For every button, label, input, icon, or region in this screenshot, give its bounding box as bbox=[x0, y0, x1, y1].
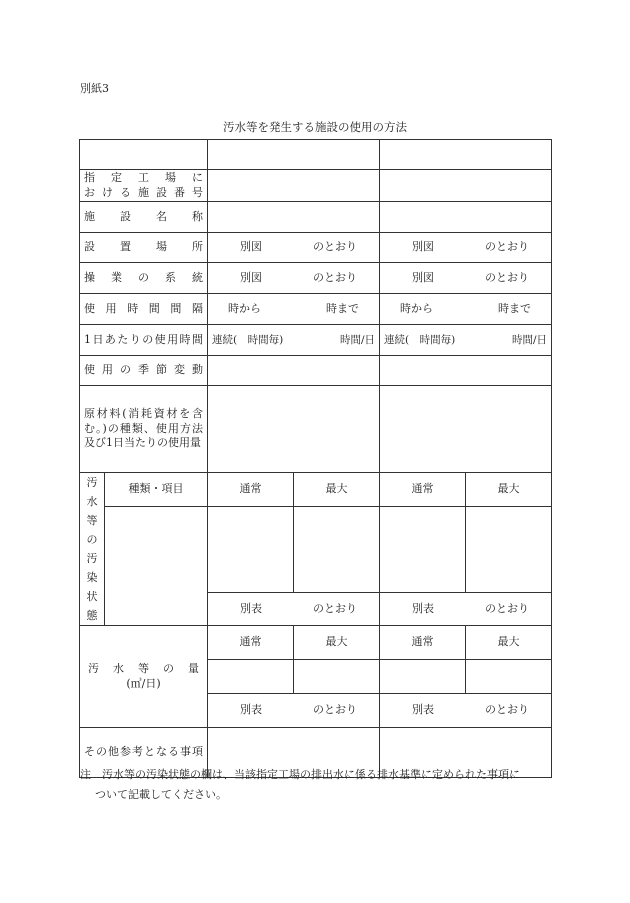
maximum-header-cell bbox=[466, 626, 552, 660]
normal-label: 通常 bbox=[239, 635, 262, 649]
separate-figure-text: 別図 bbox=[412, 240, 434, 254]
facility-1-number-cell[interactable] bbox=[208, 170, 380, 202]
table-row-seasonal-variation bbox=[80, 356, 552, 386]
facility-number-label-cell bbox=[80, 170, 208, 202]
table-row-daily-hours bbox=[80, 325, 552, 356]
page-title: 汚水等を発生する施設の使用の方法 bbox=[223, 120, 407, 134]
maximum-header-cell bbox=[466, 473, 552, 507]
continuous-text: 連続( 時間毎) bbox=[384, 333, 456, 346]
other-notes-label: その他参考となる事項 bbox=[84, 745, 203, 759]
table-row-facility-name bbox=[80, 202, 552, 233]
facility-2-pollution-separate-cell[interactable] bbox=[380, 593, 552, 626]
location-label-cell bbox=[80, 233, 208, 263]
operation-system-label-cell bbox=[80, 263, 208, 294]
form-number-label: 別紙3 bbox=[80, 82, 109, 95]
table-row-pollution-header bbox=[80, 473, 552, 507]
time-from-text: 時から bbox=[400, 301, 433, 315]
normal-header-cell bbox=[208, 473, 294, 507]
separate-figure-text: 別図 bbox=[240, 240, 262, 254]
facility-number-label-line1: 指定工場に bbox=[84, 170, 203, 184]
facility-1-daily-hours-cell[interactable] bbox=[208, 325, 380, 356]
as-shown-text: のとおり bbox=[485, 240, 529, 254]
facility-2-daily-hours-cell[interactable] bbox=[380, 325, 552, 356]
facility-number-label-line2: おける施設番号 bbox=[84, 185, 203, 199]
separate-table-text: 別表 bbox=[240, 703, 262, 717]
location-label: 設置場所 bbox=[84, 240, 203, 254]
table-row-header bbox=[80, 140, 552, 170]
daily-hours-label-cell bbox=[80, 325, 208, 356]
pollution-max-value-cell[interactable] bbox=[466, 507, 552, 593]
facility-2-quantity-separate-cell[interactable] bbox=[380, 694, 552, 728]
normal-label: 通常 bbox=[411, 482, 434, 496]
as-shown-text: のとおり bbox=[485, 601, 529, 615]
usage-interval-label: 使用時間間隔 bbox=[84, 301, 203, 315]
facility-1-operation-cell[interactable] bbox=[208, 263, 380, 294]
facility-2-number-cell[interactable] bbox=[380, 170, 552, 202]
normal-header-cell bbox=[208, 626, 294, 660]
maximum-header-cell bbox=[294, 626, 380, 660]
pollution-max-value-cell[interactable] bbox=[294, 507, 380, 593]
facility-2-header-cell[interactable] bbox=[380, 140, 552, 170]
facility-1-quantity-separate-cell[interactable] bbox=[208, 694, 380, 728]
facility-name-label: 施設名称 bbox=[84, 209, 203, 223]
separate-figure-text: 別図 bbox=[412, 270, 434, 284]
separate-table-text: 別表 bbox=[412, 601, 434, 615]
facility-usage-table bbox=[79, 139, 552, 778]
pollution-state-label-cell bbox=[80, 473, 105, 626]
facility-1-pollution-separate-cell[interactable] bbox=[208, 593, 380, 626]
quantity-normal-value-cell[interactable] bbox=[208, 660, 294, 694]
as-shown-text: のとおり bbox=[313, 703, 357, 717]
as-shown-text: のとおり bbox=[485, 270, 529, 284]
table-row-raw-materials bbox=[80, 386, 552, 473]
facility-1-raw-materials-cell[interactable] bbox=[208, 386, 380, 473]
quantity-unit-label: (㎥/日) bbox=[126, 676, 161, 690]
footnote-line2: ついて記載してください。 bbox=[95, 788, 227, 801]
normal-label: 通常 bbox=[411, 635, 434, 649]
type-item-label: 種類・項目 bbox=[128, 482, 184, 496]
separate-table-text: 別表 bbox=[240, 601, 262, 615]
maximum-header-cell bbox=[294, 473, 380, 507]
facility-2-location-cell[interactable] bbox=[380, 233, 552, 263]
time-until-text: 時まで bbox=[498, 301, 531, 315]
facility-1-seasonal-cell[interactable] bbox=[208, 356, 380, 386]
pollution-type-entry-cell[interactable] bbox=[105, 507, 208, 626]
seasonal-variation-label-cell bbox=[80, 356, 208, 386]
quantity-label: 汚水等の量 bbox=[88, 661, 199, 675]
facility-1-name-cell[interactable] bbox=[208, 202, 380, 233]
normal-header-cell bbox=[380, 473, 466, 507]
as-shown-text: のとおり bbox=[313, 270, 357, 284]
as-shown-text: のとおり bbox=[313, 240, 357, 254]
facility-name-label-cell bbox=[80, 202, 208, 233]
table-row-quantity-header bbox=[80, 626, 552, 660]
time-until-text: 時まで bbox=[326, 301, 359, 315]
raw-materials-label: 原材料(消耗資材を含む。)の種類、使用方法及び1日当たりの使用量 bbox=[84, 406, 203, 450]
facility-1-location-cell[interactable] bbox=[208, 233, 380, 263]
maximum-label: 最大 bbox=[325, 482, 348, 496]
pollution-state-label: 汚水等の汚染状態 bbox=[86, 476, 98, 622]
as-shown-text: のとおり bbox=[485, 703, 529, 717]
facility-2-operation-cell[interactable] bbox=[380, 263, 552, 294]
maximum-label: 最大 bbox=[497, 482, 520, 496]
seasonal-variation-label: 使用の季節変動 bbox=[84, 363, 203, 377]
facility-2-interval-cell[interactable] bbox=[380, 294, 552, 325]
table-row-location bbox=[80, 233, 552, 263]
footnote bbox=[80, 765, 560, 805]
footnote-line1: 注 汚水等の汚染状態の欄は、当該指定工場の排出水に係る排水基準に定められた事項に bbox=[80, 768, 520, 781]
quantity-max-value-cell[interactable] bbox=[294, 660, 380, 694]
hours-per-day-text: 時間/日 bbox=[511, 333, 547, 346]
pollution-normal-value-cell[interactable] bbox=[208, 507, 294, 593]
continuous-text: 連続( 時間毎) bbox=[212, 333, 284, 346]
quantity-label-cell bbox=[80, 626, 208, 728]
hours-per-day-text: 時間/日 bbox=[339, 333, 375, 346]
table-row-pollution-values bbox=[80, 507, 552, 593]
facility-2-raw-materials-cell[interactable] bbox=[380, 386, 552, 473]
normal-header-cell bbox=[380, 626, 466, 660]
maximum-label: 最大 bbox=[325, 635, 348, 649]
time-from-text: 時から bbox=[228, 301, 261, 315]
pollution-normal-value-cell[interactable] bbox=[380, 507, 466, 593]
daily-hours-label: 1日あたりの使用時間 bbox=[84, 332, 203, 346]
facility-2-seasonal-cell[interactable] bbox=[380, 356, 552, 386]
table-row-facility-number bbox=[80, 170, 552, 202]
header-blank-cell bbox=[80, 140, 208, 170]
quantity-max-value-cell[interactable] bbox=[466, 660, 552, 694]
facility-2-name-cell[interactable] bbox=[380, 202, 552, 233]
facility-1-interval-cell[interactable] bbox=[208, 294, 380, 325]
facility-1-header-cell[interactable] bbox=[208, 140, 380, 170]
maximum-label: 最大 bbox=[497, 635, 520, 649]
raw-materials-label-cell bbox=[80, 386, 208, 473]
quantity-normal-value-cell[interactable] bbox=[380, 660, 466, 694]
type-item-label-cell bbox=[105, 473, 208, 507]
as-shown-text: のとおり bbox=[313, 601, 357, 615]
table-row-usage-interval bbox=[80, 294, 552, 325]
usage-interval-label-cell bbox=[80, 294, 208, 325]
operation-system-label: 操業の系統 bbox=[84, 270, 203, 284]
separate-table-text: 別表 bbox=[412, 703, 434, 717]
table-row-operation-system bbox=[80, 263, 552, 294]
normal-label: 通常 bbox=[239, 482, 262, 496]
separate-figure-text: 別図 bbox=[240, 270, 262, 284]
